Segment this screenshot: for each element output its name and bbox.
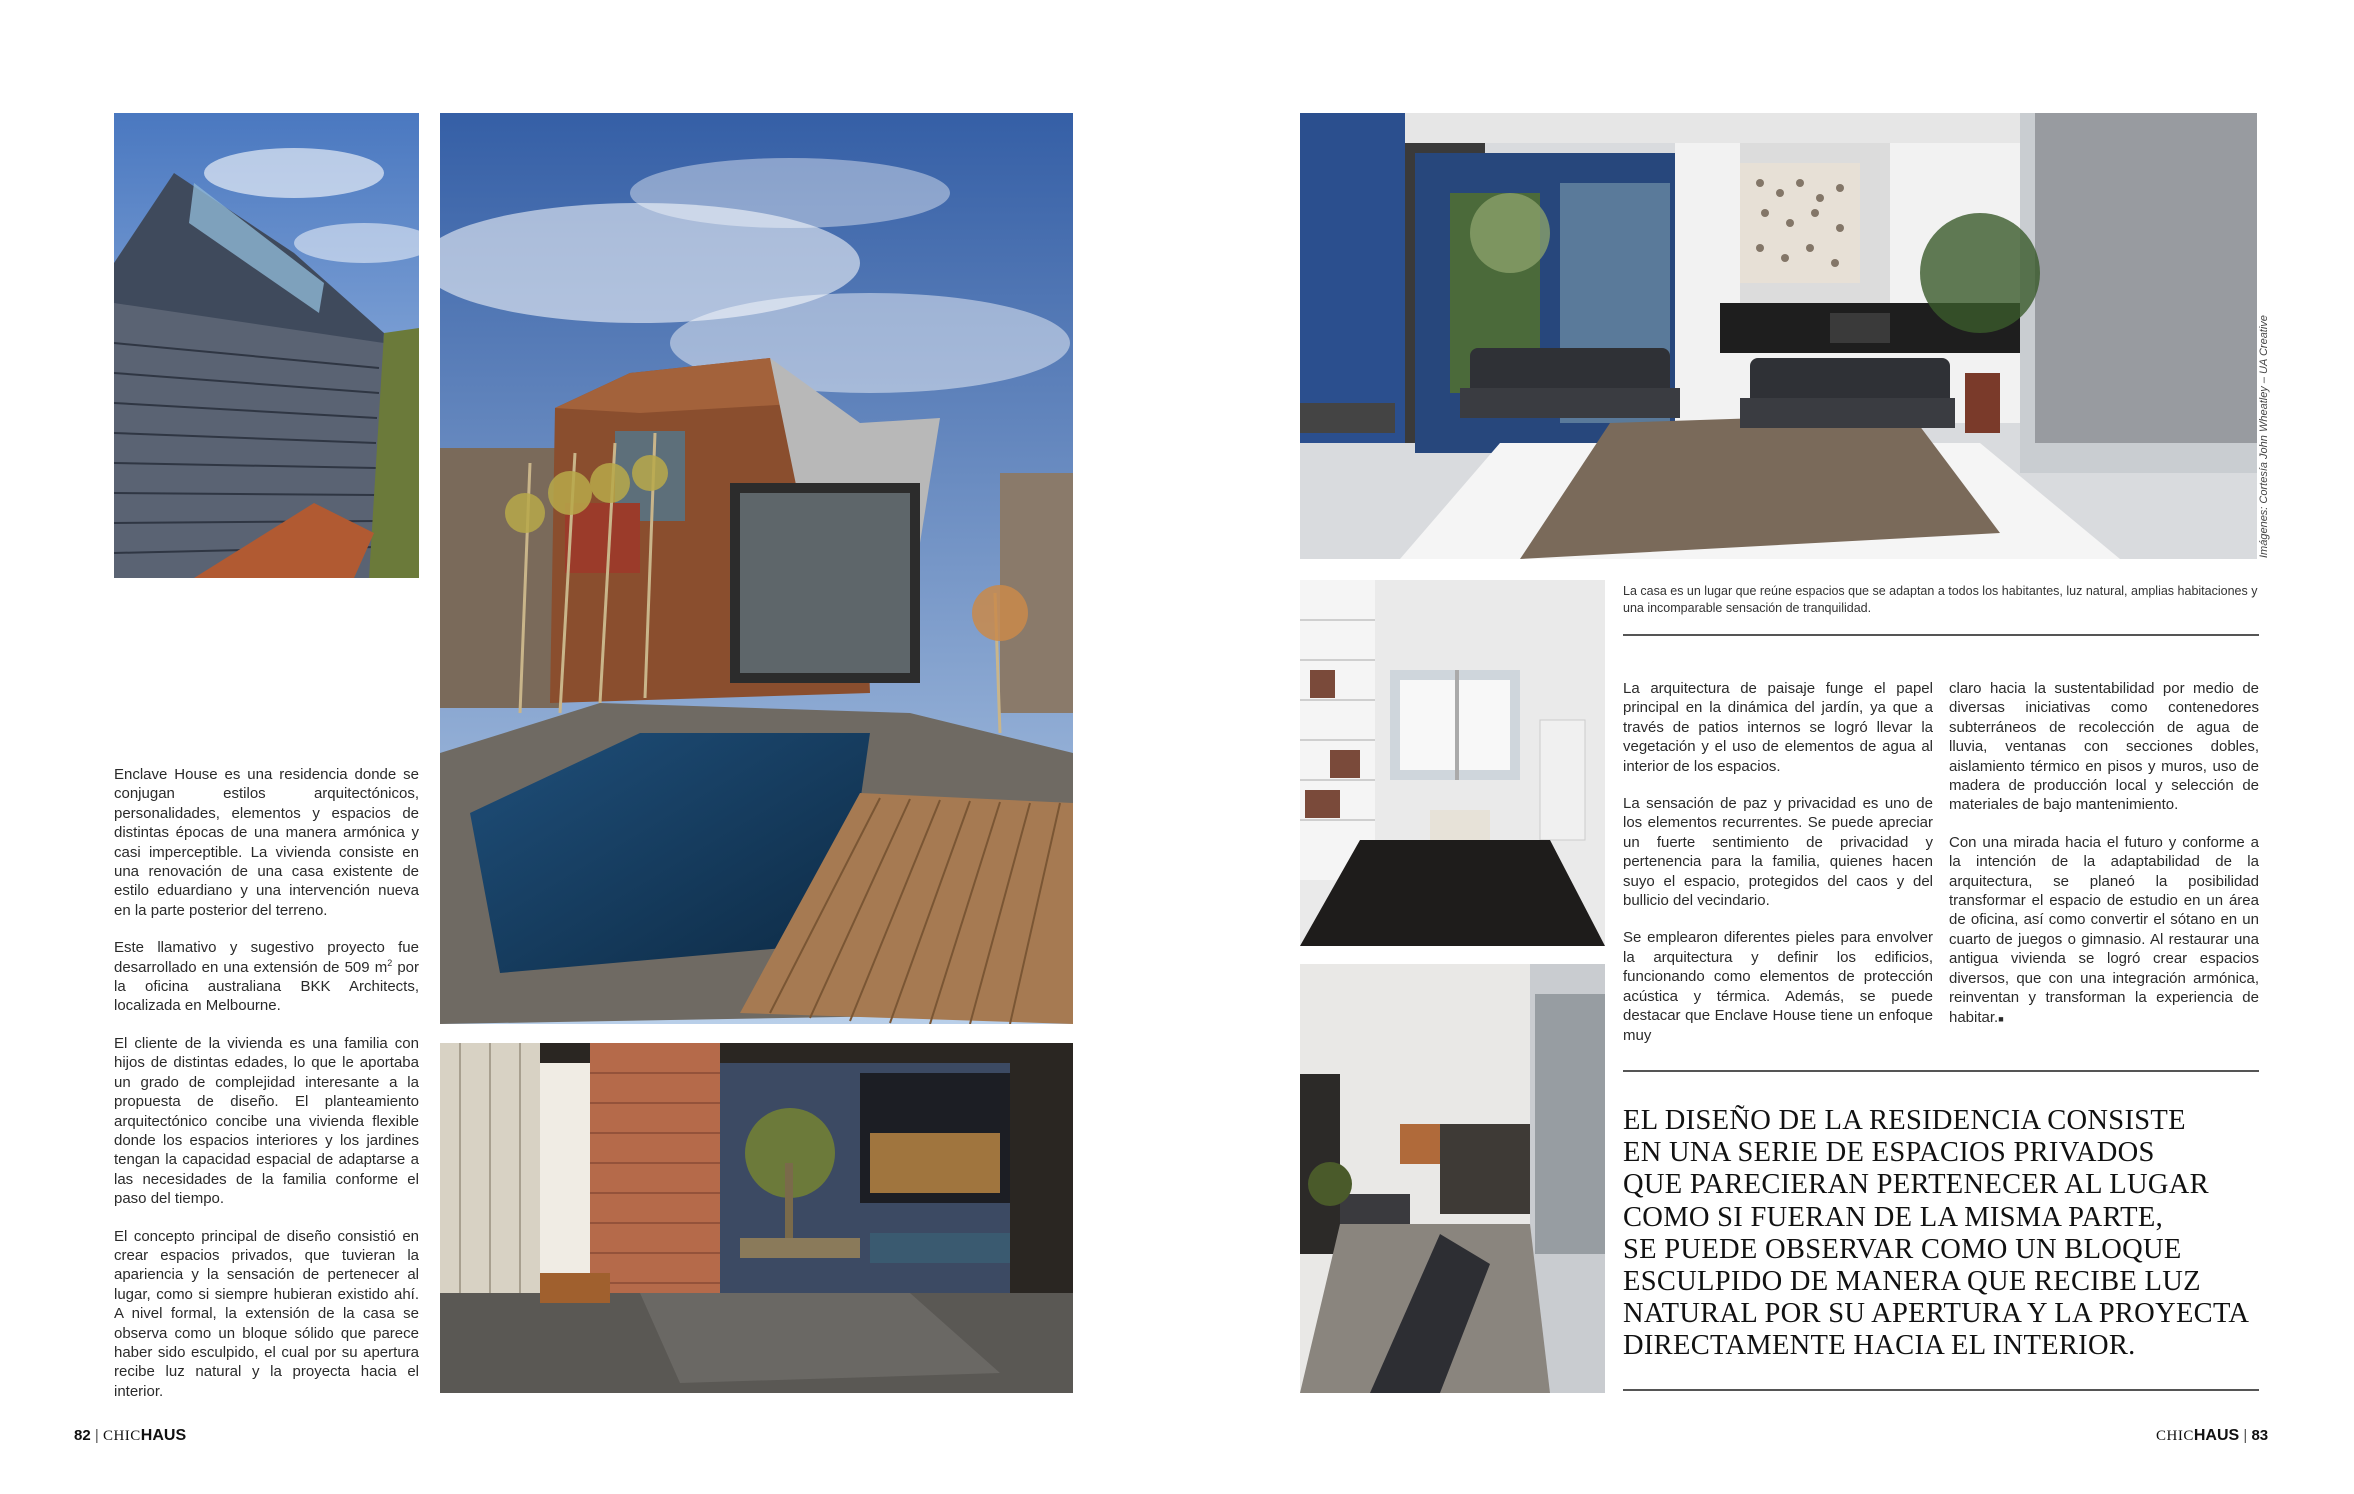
page-number-right: 83 [2251,1427,2269,1444]
paragraph-skins: Se emplearon diferentes pieles para envolver la arquitectura y definir los edificios, funcionando como elementos de protección acústica y térmica. Además, se puede destacar que Enclave House tiene un enfoque muy [1623,929,1933,1044]
folio-separator-right: | [2243,1427,2248,1444]
area-superscript: 2 [387,957,393,968]
pull-quote-line: SE PUEDE OBSERVAR COMO UN BLOQUE [1623,1233,2182,1265]
pullquote-top-rule [1623,1070,2259,1072]
photo-library-room [1300,580,1605,946]
pullquote-bottom-rule [1623,1389,2259,1391]
page-number-left: 82 [74,1427,91,1444]
caption-rule [1623,634,2259,636]
pull-quote-line: COMO SI FUERAN DE LA MISMA PARTE, [1623,1201,2164,1233]
paragraph-project-part2: por la oficina australiana BKK Architects, localizada en Melbourne. [114,958,420,1015]
brand-prefix-right: CHIC [2156,1428,2194,1444]
photo-brick-entry-courtyard [440,1043,1073,1393]
photo-roofline-brick [114,113,419,578]
photo-interior-lounge [1300,964,1605,1393]
brand-name-left: HAUS [140,1427,187,1444]
pull-quote-line: DIRECTAMENTE HACIA EL INTERIOR. [1623,1330,2136,1362]
paragraph-concept: El concepto principal de diseño consistió en crear espacios privados, que tuvieran la apariencia y la sensación de pertenecer al lugar, como si siempre hubieran existido ahí. A nivel formal, la extensión de la casa se observa como un bloque sólido que parece haber sido esculpido, el cual por su apertura recibe luz natural y la proyecta hacia el interior. [114,1227,419,1400]
left-folio [74,1427,186,1445]
paragraph-sustainability: claro hacia la sustentabilidad por medio de diversas iniciativas como contenedores subterráneos de recolección de agua de lluvia, ventanas con secciones dobles, aislamiento térmico en pisos y muros, uso de madera de producción local y selección de materiales de bajo mantenimiento. [1949,680,2259,814]
paragraph-future [1949,833,2259,1029]
right-body-column-1 [1623,679,1933,1063]
brand-prefix-left: CHIC [102,1428,141,1444]
right-body-column-2 [1949,679,2259,1047]
photo-living-room-main [1300,113,2257,559]
folio-separator-left: | [94,1427,99,1444]
photo-caption: La casa es un lugar que reúne espacios que se adaptan a todos los habitantes, luz natural, amplias habitaciones y una incomparable sensación de tranquilidad. [1623,584,2258,615]
brand-name-right: HAUS [2193,1427,2240,1444]
pull-quote-line: ESCULPIDO DE MANERA QUE RECIBE LUZ [1623,1266,2201,1298]
photo-credit: Imágenes: Cortesía John Wheatley – UA Creative [2258,315,2270,558]
pull-quote [1623,1105,2259,1363]
pull-quote-line: QUE PARECIERAN PERTENECER AL LUGAR [1623,1169,2209,1201]
paragraph-project [114,938,419,1016]
paragraph-client: El cliente de la vivienda es una familia con hijos de distintas edades, lo que le aportaba un grado de complejidad interesante a la propuesta de diseño. El planteamiento arquitectónico concibe una vivienda flexible donde los espacios interiores y los jardines tengan la capacidad espacial de adaptarse a las necesidades de la familia conforme el paso del tiempo. [114,1034,419,1208]
paragraph-privacy: La sensación de paz y privacidad es uno de los elementos recurrentes. Se puede apreciar un fuerte sentimiento de privacidad y pertenencia para la familia, quienes hacen suyo el espacio, protegidos del caos y del bullicio del vecindario. [1623,795,1933,910]
left-body-column [114,765,419,1419]
right-folio [2156,1427,2268,1445]
photo-exterior-pool [440,113,1073,1024]
pull-quote-line: EL DISEÑO DE LA RESIDENCIA CONSISTE [1623,1105,2186,1136]
paragraph-future-text: Con una mirada hacia el futuro y conforme a la intención de la adaptabilidad de la arquitectura, se planeó la posibilidad transformar el espacio de estudio en un área de oficina, así como convertir el sótano en un cuarto de juegos o gimnasio. Al restaurar una antigua vivienda se logró crear espacios diversos, que con una integración armónica, reinventan y transforman la experiencia de habitar. [1949,833,2259,1026]
pull-quote-line: EN UNA SERIE DE ESPACIOS PRIVADOS [1623,1137,2155,1169]
paragraph-landscape: La arquitectura de paisaje funge el papel principal en la dinámica del jardín, ya que a través de patios internos se logró llevar la vegetación y el uso de elementos de agua al interior de los espacios. [1623,680,1933,775]
end-mark: ■ [1998,1013,2004,1024]
paragraph-intro: Enclave House es una residencia donde se conjugan estilos arquitectónicos, personalidades, elementos y espacios de distintas épocas de una manera armónica y casi imperceptible. La vivienda consiste en una renovación de una casa existente de estilo eduardiano y una intervención nueva en la parte posterior del terreno. [114,766,419,919]
pull-quote-line: NATURAL POR SU APERTURA Y LA PROYECTA [1623,1298,2250,1330]
paragraph-project-part1: Este llamativo y sugestivo proyecto fue desarrollado en una extensión de 509 m [114,939,419,976]
